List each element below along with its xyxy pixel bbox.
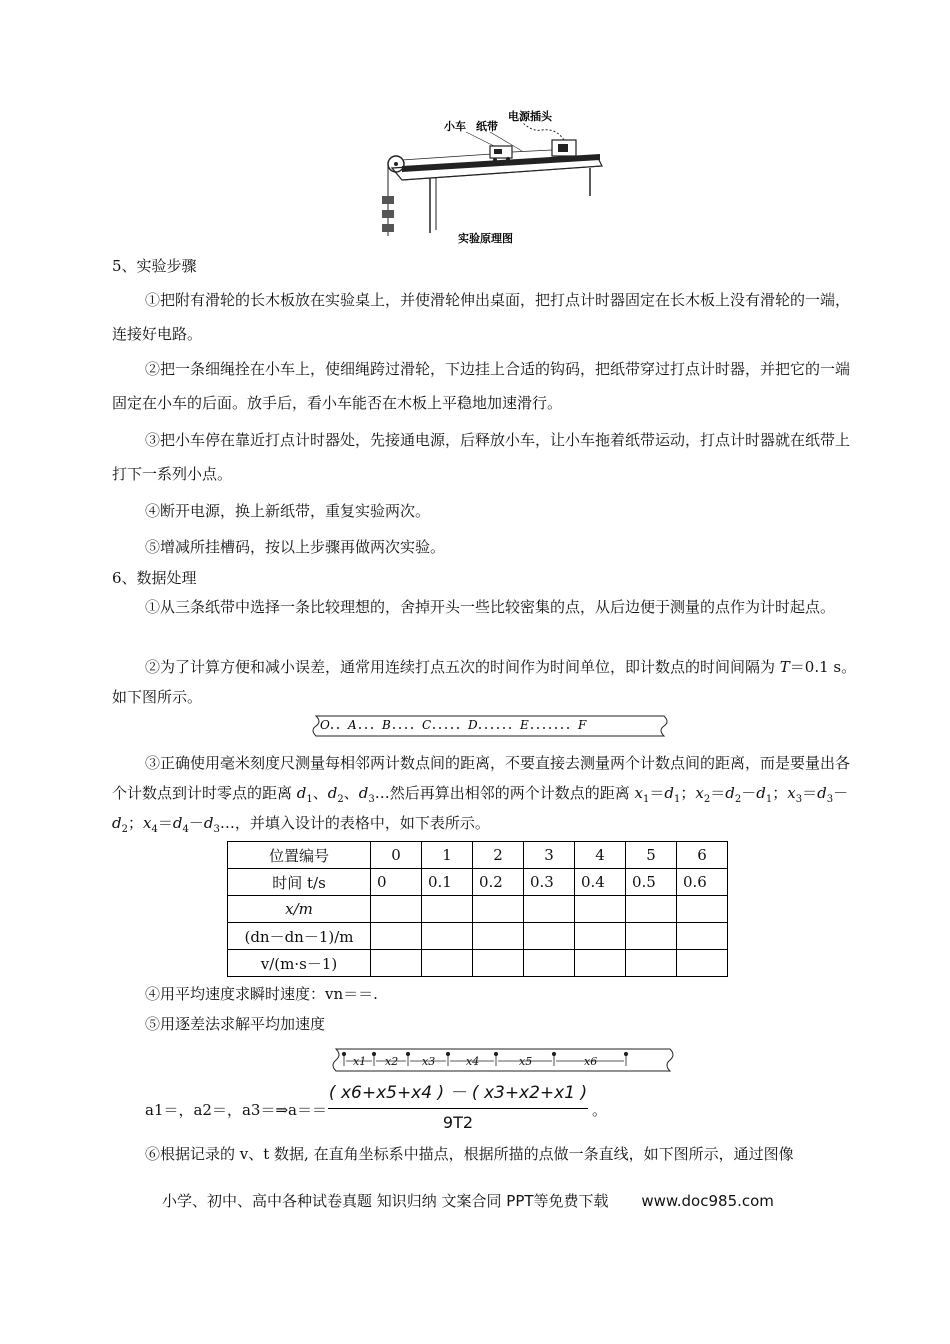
tape-dot [405,727,407,729]
tape-label-A: A [348,718,357,732]
tape-label-E: E [520,718,529,732]
diff-dot [406,1052,409,1055]
label-car: 小车 [444,120,466,133]
table-cell: 1 [422,842,473,869]
acceleration-fraction [328,1080,588,1135]
fraction-numerator: ( x6+x5+x4 ) － ( x3+x2+x1 ) [328,1083,588,1103]
table-cell: 6 [677,842,728,869]
diff-label-x5: x5 [519,1055,533,1068]
footer-link[interactable]: www.doc985.com [641,1192,774,1210]
table-cell: 0.1 [422,869,473,896]
table-cell: 0 [371,842,422,869]
diff-label-x2: x2 [385,1055,399,1068]
experiment-diagram [372,108,612,250]
tape-dot [561,727,563,729]
tape-dot [555,727,557,729]
tape-label-C: C [422,718,432,732]
tape-dot [433,727,435,729]
tape-dot [537,727,539,729]
data-step-2: ②为了计算方便和减小误差，通常用连续打点五次的时间作为时间单位，即计数点的时间间隔为 T＝0.1 s。如下图所示。 [112,658,857,706]
tape-dot [445,727,447,729]
tape-dot [549,727,551,729]
table-header-diff: (dn－dn－1)/m [228,923,371,950]
diff-label-x1: x1 [353,1055,367,1068]
tape-dot [331,727,333,729]
tape-dot [337,727,339,729]
step-1: ①把附有滑轮的长木板放在实验桌上，并使滑轮伸出桌面，把打点计时器固定在长木板上没有滑轮的一端，连接好电路。 [112,291,851,343]
table-cell: 3 [524,842,575,869]
table-header-position: 位置编号 [228,842,371,869]
data-step-4: ④用平均速度求瞬时速度：vn＝＝. [145,985,378,1003]
table-header-x: x/m [228,896,371,923]
tape-dot [531,727,533,729]
section6-title: 6、数据处理 [112,569,197,587]
table-cell: 0.3 [524,869,575,896]
tape-dot [365,727,367,729]
table-cell: 0.5 [626,869,677,896]
tape-dot [411,727,413,729]
tape-dot [399,727,401,729]
tape-dot [393,727,395,729]
tape-dot [457,727,459,729]
footer-left: 小学、初中、高中各种试卷真题 知识归纳 文案合同 PPT等免费下载 [162,1192,609,1210]
diff-label-x4: x4 [466,1055,480,1068]
tape-dot [371,727,373,729]
tape-dot [503,727,505,729]
figure-caption: 实验原理图 [458,232,513,245]
difference-tape-diagram [330,1046,680,1074]
tape-dot [491,727,493,729]
data-step-6: ⑥根据记录的 v、t 数据, 在直角坐标系中描点，根据所描的点做一条直线，如下图所示，通过图像 [145,1145,794,1163]
data-step-5: ⑤用逐差法求解平均加速度 [145,1015,326,1033]
table-row [228,842,728,869]
table-cell: 4 [575,842,626,869]
tape-label-O: O [320,718,330,732]
step-2: ②把一条细绳拴在小车上，使细绳跨过滑轮，下边挂上合适的钩码，把纸带穿过打点计时器，并把它的一端固定在小车的后面。放手后，看小车能否在木板上平稳地加速滑行。 [112,360,851,412]
step-3: ③把小车停在靠近打点计时器处，先接通电源，后释放小车，让小车拖着纸带运动，打点计时器就在纸带上打下一系列小点。 [112,431,851,483]
data-table [227,841,728,977]
tape-dot [479,727,481,729]
data-step-3: ③正确使用毫米刻度尺测量每相邻两计数点间的距离，不要直接去测量两个计数点间的距离，而是要量出各个计数点到计时零点的距离 $d_1$、$d_2$、$d_3\dots$然后再算出相邻的两个计数点的距离 $x_1=d_1$；$x_2=d_2-d_1$；$x_3=d_3-d_2$；$x_4=d_4-d_3\dots$，并填入设计的表格中，如下表所示。 [112,754,851,835]
table-cell: 2 [473,842,524,869]
table-cell: 0.4 [575,869,626,896]
diff-dot [446,1052,449,1055]
label-plug: 电源插头 [508,110,552,123]
tape-dot [439,727,441,729]
diff-dot [372,1052,375,1055]
label-tape: 纸带 [476,120,498,133]
table-cell: 0 [371,869,422,896]
diff-label-x3: x3 [422,1055,436,1068]
data-step-1: ①从三条纸带中选择一条比较理想的，舍掉开头一些比较密集的点，从后边便于测量的点作为计时起点。 [145,598,836,616]
table-row [228,896,728,923]
tape-dot [567,727,569,729]
tape-dot [359,727,361,729]
table-header-time: 时间 t/s [228,869,371,896]
tape-dot [497,727,499,729]
table-cell: 0.6 [677,869,728,896]
diff-dot [342,1052,345,1055]
fraction-denominator: 9T2 [442,1113,474,1132]
tape-label-D: D [468,718,478,732]
table-row [228,869,728,896]
section5-title: 5、实验步骤 [112,257,197,275]
table-header-velocity: v/(m·s－1) [228,950,371,977]
tape-dot [509,727,511,729]
table-cell: 5 [626,842,677,869]
table-row [228,923,728,950]
diff-dot [494,1052,497,1055]
table-cell: 0.2 [473,869,524,896]
tape-dot [451,727,453,729]
step-5: ⑤增减所挂槽码，按以上步骤再做两次实验。 [145,538,446,556]
tape-dot [485,727,487,729]
tape-diagram [312,712,672,740]
tape-dot [543,727,545,729]
step-4: ④断开电源，换上新纸带，重复实验两次。 [145,502,431,520]
diff-dot [624,1052,627,1055]
diff-dot [552,1052,555,1055]
diff-label-x6: x6 [584,1055,598,1068]
footer [162,1190,774,1211]
tape-label-F: F [578,718,587,732]
formula-prefix: a1＝，a2＝，a3＝⇒a＝＝ [145,1101,327,1119]
formula-end: 。 [592,1101,608,1119]
table-row [228,950,728,977]
tape-label-B: B [382,718,391,732]
